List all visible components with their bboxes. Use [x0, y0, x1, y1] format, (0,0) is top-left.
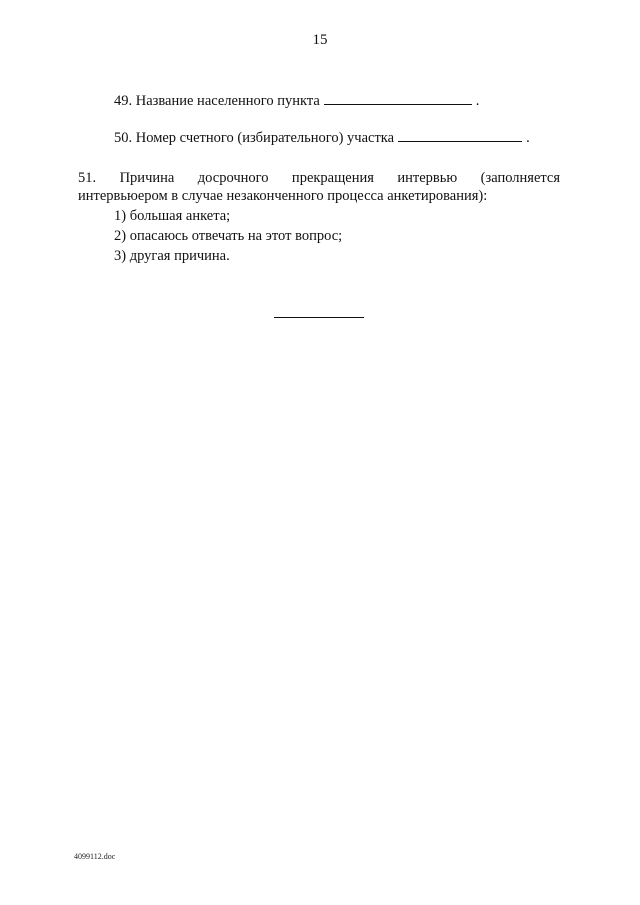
question-51-option-1: 1) большая анкета;	[114, 208, 231, 224]
question-51-line-1: 51. Причина досрочного прекращения интервью (заполняется	[78, 170, 560, 186]
question-51-line-2: интервьюером в случае незаконченного процесса анкетирования):	[78, 188, 488, 204]
question-51-option-2: 2) опасаюсь отвечать на этот вопрос;	[114, 228, 343, 244]
question-50	[114, 128, 530, 147]
question-51-option-3: 3) другая причина.	[114, 248, 230, 264]
file-name-label: 4099112.doc	[74, 852, 116, 861]
question-50-answer-blank[interactable]	[398, 128, 522, 142]
end-of-section-rule	[274, 317, 364, 318]
page-number: 15	[312, 32, 328, 48]
question-50-text: 50. Номер счетного (избирательного) участка	[114, 130, 395, 146]
question-49	[114, 91, 479, 110]
question-49-answer-blank[interactable]	[324, 91, 472, 105]
question-50-end: .	[526, 130, 530, 146]
question-49-text: 49. Название населенного пункта	[114, 93, 320, 109]
question-49-end: .	[475, 93, 480, 109]
